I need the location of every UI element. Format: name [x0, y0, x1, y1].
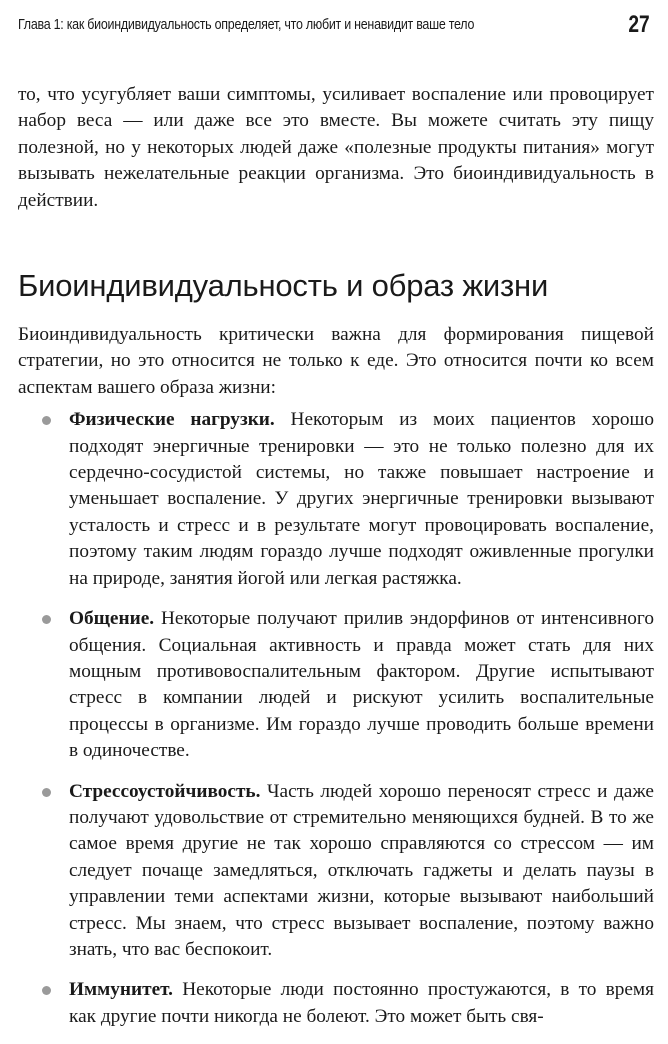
list-item — [18, 407, 654, 592]
list-item-term: Стрессоустойчивость. — [69, 780, 261, 802]
running-title: Глава 1: как биоиндивидуальность определяет, что любит и ненавидит ваше тело — [18, 17, 475, 33]
bullet-dot-icon — [42, 788, 51, 797]
bullet-dot-icon — [42, 615, 51, 624]
bullet-dot-icon — [42, 416, 51, 425]
continued-paragraph: то, что усугубляет ваши симптомы, усиливает воспаление или провоцирует набор веса — или даже все это вместе. Вы можете считать эту пищу полезной, но у некоторых людей даже «полезные продукты питания» могут вызывать нежелательные реакции организма. Это биоиндивидуальность в действии. — [18, 84, 654, 211]
list-item-text: Часть людей хорошо переносят стресс и даже получают удовольствие от стремительно меняющихся будней. В то же самое время другие не так хорошо справляются со стрессом — им следует почаще замедляться, отключать гаджеты и делать паузы в управлении теми аспектами жизни, которые вызывают наибольший стресс. Мы знаем, что стресс вызывает воспаление, поэтому важно знать, что вас беспокоит. — [69, 780, 654, 960]
list-item-text: Некоторым из моих пациентов хорошо подходят энергичные тренировки — это не только полезно для их сердечно-сосудистой системы, но также повышает настроение и уменьшает воспаление. У других энергичные тренировки вызывают усталость и стресс и в результате могут провоцировать воспаление, поэтому таким людям гораздо лучше подходят оживленные прогулки на природе, занятия йогой или легкая растяжка. — [69, 409, 654, 589]
page-number: 27 — [628, 11, 650, 38]
list-item-term: Общение. — [69, 608, 155, 630]
section-heading: Биоиндивидуальность и образ жизни — [18, 268, 549, 304]
running-header — [18, 10, 650, 40]
page-body — [18, 82, 654, 1044]
list-item — [18, 606, 654, 764]
bullet-dot-icon — [42, 986, 51, 995]
list-item — [18, 977, 654, 1030]
intro-paragraph: Биоиндивидуальность критически важна для формирования пищевой стратегии, но это относится не только к еде. Это относится почти ко всем аспектам вашего образа жизни: — [18, 324, 654, 398]
list-item-term: Иммунитет. — [69, 979, 173, 1001]
list-item-text: Некоторые люди постоянно простужаются, в то время как другие почти никогда не болеют. Это может быть свя- — [69, 979, 654, 1027]
bullet-list — [18, 407, 654, 1030]
list-item-term: Физические нагрузки. — [69, 409, 275, 431]
list-item-text: Некоторые получают прилив эндорфинов от интенсивного общения. Социальная активность и правда может стать для них мощным противовоспалительным фактором. Другие испытывают стресс в компании людей и рискуют усилить воспалительные процессы в организме. Им гораздо лучше проводить больше времени в одиночестве. — [69, 608, 654, 762]
list-item — [18, 779, 654, 964]
